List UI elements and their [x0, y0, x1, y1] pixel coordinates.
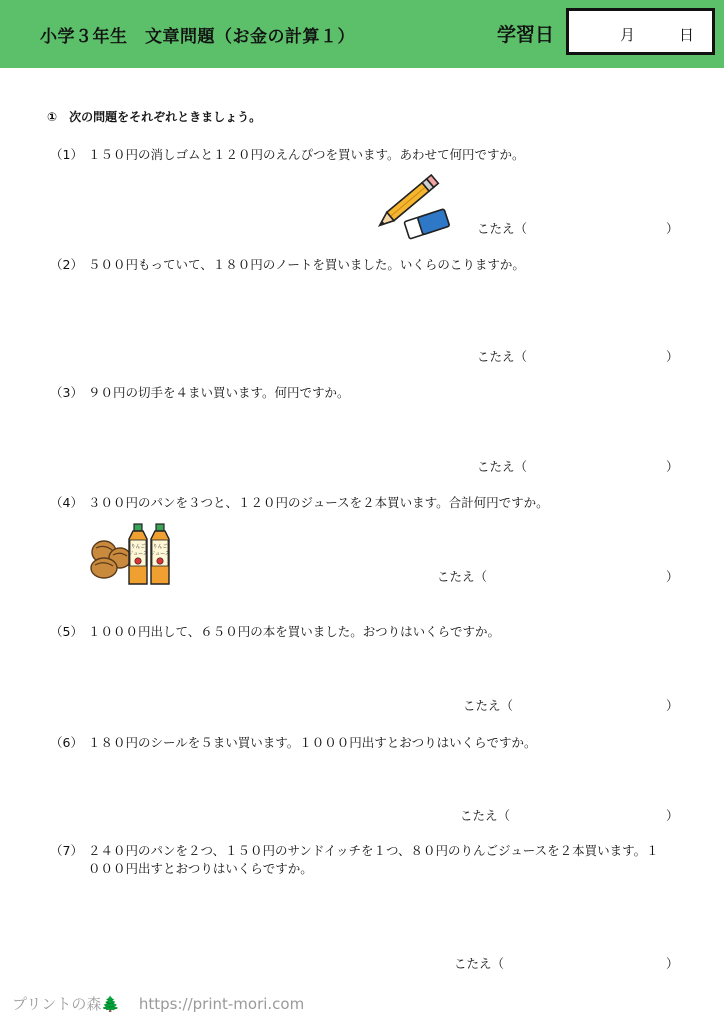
bread-juice-illustration — [88, 522, 184, 586]
question-text: ９０円の切手を４まい買います。何円ですか。 — [88, 385, 350, 400]
question-number: （5） — [50, 624, 83, 639]
answer-close-6: ） — [666, 808, 679, 823]
answer-close-2: ） — [666, 349, 679, 364]
answer-label: こたえ（ — [477, 459, 528, 474]
question-text: １０００円出して、６５０円の本を買いました。おつりはいくらですか。 — [88, 624, 501, 639]
answer-close-1: ） — [666, 221, 679, 236]
footer-brand: プリントの森🌲 — [12, 995, 121, 1013]
question-number: （4） — [50, 495, 83, 510]
answer-label: こたえ（ — [437, 569, 488, 584]
answer-line-1 — [477, 219, 527, 237]
question-number: （2） — [50, 257, 83, 272]
answer-close-3: ） — [666, 459, 679, 474]
answer-label: こたえ（ — [454, 956, 505, 971]
study-date-label: 学習日 — [497, 24, 555, 46]
juice-text-2: ジュース — [128, 551, 148, 557]
instruction-text: ① 次の問題をそれぞれときましょう。 — [47, 110, 262, 124]
day-label: 日 — [679, 26, 695, 44]
answer-label: こたえ（ — [477, 349, 528, 364]
answer-close-7: ） — [666, 956, 679, 971]
answer-label: こたえ（ — [463, 698, 514, 713]
juice-text-3: りんご — [152, 544, 168, 550]
question-number: （3） — [50, 385, 83, 400]
question-number: （1） — [50, 147, 83, 162]
juice-text-4: ジュース — [150, 551, 170, 557]
answer-line-4 — [437, 567, 487, 585]
question-text: １５０円の消しゴムと１２０円のえんぴつを買います。あわせて何円ですか。 — [88, 147, 525, 162]
question-text: ３００円のパンを３つと、１２０円のジュースを２本買います。合計何円ですか。 — [88, 495, 549, 510]
answer-line-6 — [460, 806, 510, 824]
juice-text-1: りんご — [130, 544, 146, 550]
month-label: 月 — [620, 26, 636, 44]
study-date-box — [566, 8, 715, 55]
footer-url[interactable]: https://print-mori.com — [138, 995, 305, 1013]
answer-label: こたえ（ — [477, 221, 528, 236]
answer-line-3 — [477, 457, 527, 475]
question-text: １８０円のシールを５まい買います。１０００円出すとおつりはいくらですか。 — [88, 735, 537, 750]
worksheet-title: 小学３年生 文章問題（お金の計算１） — [40, 27, 355, 47]
question-number: （7） — [50, 843, 83, 858]
answer-line-2 — [477, 347, 527, 365]
question-text: ２４０円のパンを２つ、１５０円のサンドイッチを１つ、８０円のりんごジュースを２本買います。１０００円出すとおつりはいくらですか。 — [88, 843, 659, 876]
question-text: ５００円もっていて、１８０円のノートを買いました。いくらのこりますか。 — [88, 257, 525, 272]
header-bar — [0, 0, 724, 68]
answer-line-5 — [463, 696, 513, 714]
answer-close-4: ） — [666, 569, 679, 584]
answer-label: こたえ（ — [460, 808, 511, 823]
footer — [12, 993, 304, 1014]
pencil-eraser-illustration — [378, 172, 458, 244]
answer-close-5: ） — [666, 698, 679, 713]
answer-line-7 — [454, 954, 504, 972]
question-number: （6） — [50, 735, 83, 750]
